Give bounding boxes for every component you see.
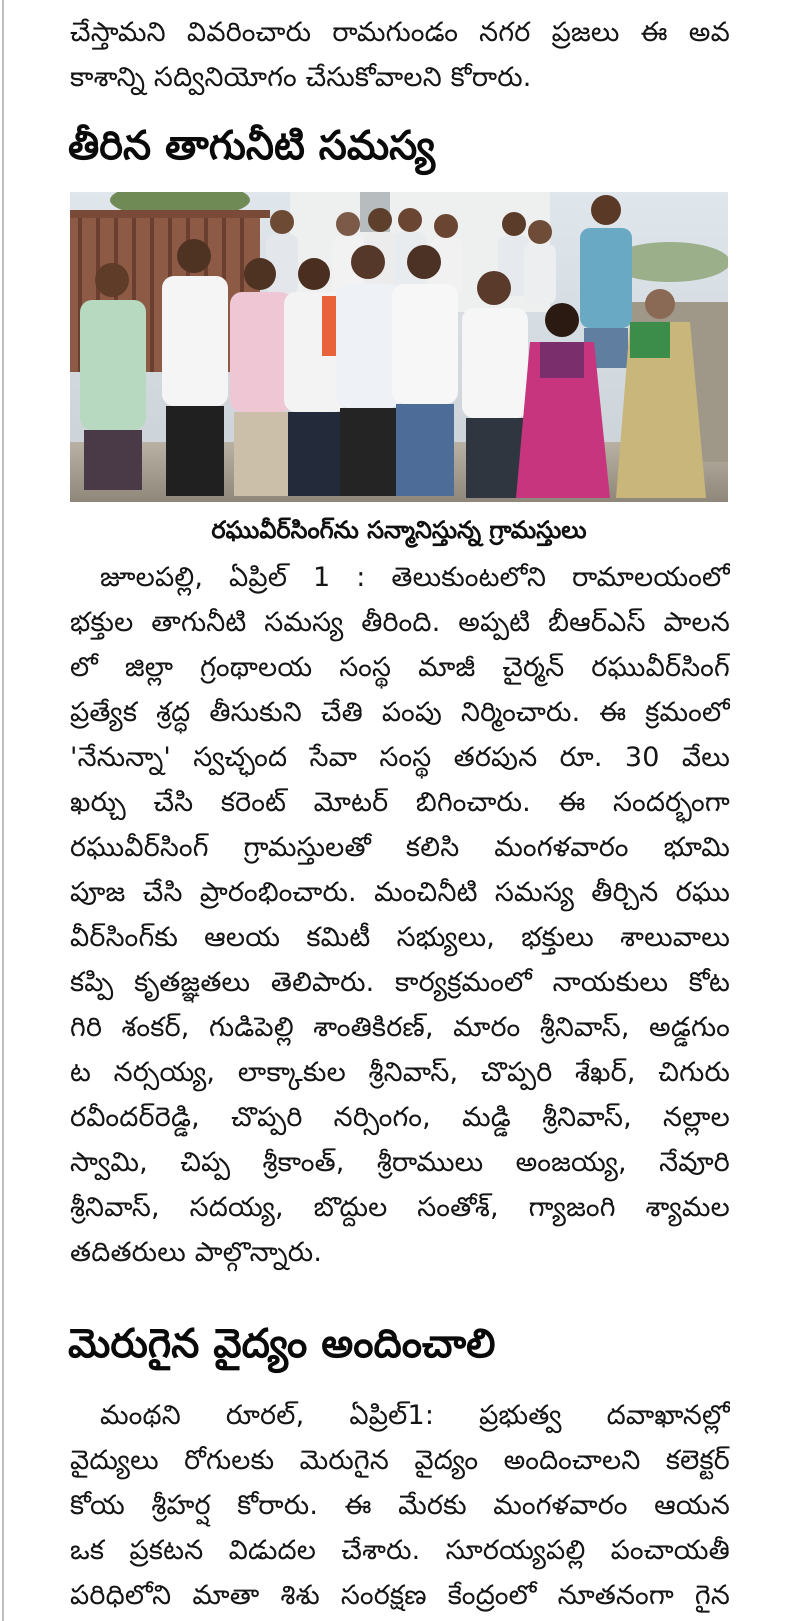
article1-line-8: పూజ చేసి ప్రారంభించారు. మంచినీటి సమస్య తీర్చిన రఘు — [70, 877, 730, 908]
article1-line-16: తదితరులు పాల్గొన్నారు. — [70, 1237, 323, 1268]
article1-line-5: 'నేనున్నా' స్వచ్ఛంద సేవా సంస్థ తరపున రూ. 30 వేలు — [70, 742, 730, 773]
article2-line-5: పరిధిలోని మాతా శిశు సంరక్షణ కేంద్రంలో నూతనంగా గైన — [70, 1580, 730, 1611]
article2-line-2: వైద్యులు రోగులకు మెరుగైన వైద్యం అందించాలని కలెక్టర్ — [70, 1445, 730, 1476]
article1-line-4: ప్రత్యేక శ్రద్ధ తీసుకుని చేతి పంపు నిర్మించారు. ఈ క్రమంలో — [70, 697, 730, 728]
article1-line-12: ట నర్సయ్య, లాక్కాకుల శ్రీనివాస్, చొప్పరి శేఖర్, చిగురు — [70, 1057, 730, 1088]
article1-line-10: కప్పి కృతజ్ఞతలు తెలిపారు. కార్యక్రమంలో నాయకులు కోట — [70, 967, 730, 998]
article2-headline: మెరుగైన వైద్యం అందించాలి — [68, 1321, 496, 1367]
photo-caption: రఘువీర్‌సింగ్‌ను సన్మానిస్తున్న గ్రామస్తులు — [211, 516, 587, 544]
article1-line-14: స్వామి, చిప్ప శ్రీకాంత్, శ్రీరాములు అంజయ్య, నేవూరి — [70, 1147, 730, 1178]
article1-photo — [70, 192, 728, 502]
article2-line-1: మంథని రూరల్, ఏప్రిల్1: ప్రభుత్వ దవాఖానల్లో — [100, 1400, 730, 1431]
article1-body — [70, 555, 730, 1275]
article1-line-3: లో జిల్లా గ్రంథాలయ సంస్థ మాజీ చైర్మన్ రఘువీర్‌సింగ్ — [70, 652, 730, 683]
group-photo-image — [70, 192, 728, 502]
article1-line-6: ఖర్చు చేసి కరెంట్ మోటర్ బిగించారు. ఈ సందర్భంగా — [70, 787, 730, 818]
article1-line-15: శ్రీనివాస్, సదయ్య, బొద్దుల సంతోశ్, గ్యాజంగి శ్యామల — [70, 1192, 730, 1223]
article1-line-13: రవీందర్‌రెడ్డి, చొప్పరి నర్సింగం, మడ్డి శ్రీనివాస్, నల్లాల — [70, 1102, 730, 1133]
article2-line-3: కోయ శ్రీహర్ష కోరారు. ఈ మేరకు మంగళవారం ఆయన — [70, 1490, 730, 1521]
article1-line-1: జూలపల్లి, ఏప్రిల్ 1 : తెలుకుంటలోని రామాలయంలో — [100, 562, 730, 593]
article2-body — [70, 1393, 730, 1618]
intro-tail-paragraph — [70, 10, 730, 100]
article2-line-4: ఒక ప్రకటన విడుదల చేశారు. సూరయ్యపల్లి పంచాయతీ — [70, 1535, 730, 1566]
article1-line-7: రఘువీర్‌సింగ్ గ్రామస్తులతో కలిసి మంగళవారం భూమి — [70, 832, 730, 863]
column-divider — [2, 0, 4, 1621]
intro-line-2: కాశాన్ని సద్వినియోగం చేసుకోవాలని కోరారు. — [70, 62, 532, 93]
article1-line-2: భక్తుల తాగునీటి సమస్య తీరింది. అప్పటి బీఆర్ఎస్ పాలన — [70, 607, 730, 638]
article1-line-11: గిరి శంకర్, గుడిపెల్లి శాంతికిరణ్, మారం శ్రీనివాస్, అడ్డగుం — [70, 1012, 730, 1043]
intro-line-1: చేస్తామని వివరించారు రామగుండం నగర ప్రజలు ఈ అవ — [70, 17, 730, 48]
article1-line-9: వీర్‌సింగ్‌కు ఆలయ కమిటీ సభ్యులు, భక్తులు శాలువాలు — [70, 922, 730, 953]
article1-headline: తీరిన తాగునీటి సమస్య — [68, 123, 436, 169]
